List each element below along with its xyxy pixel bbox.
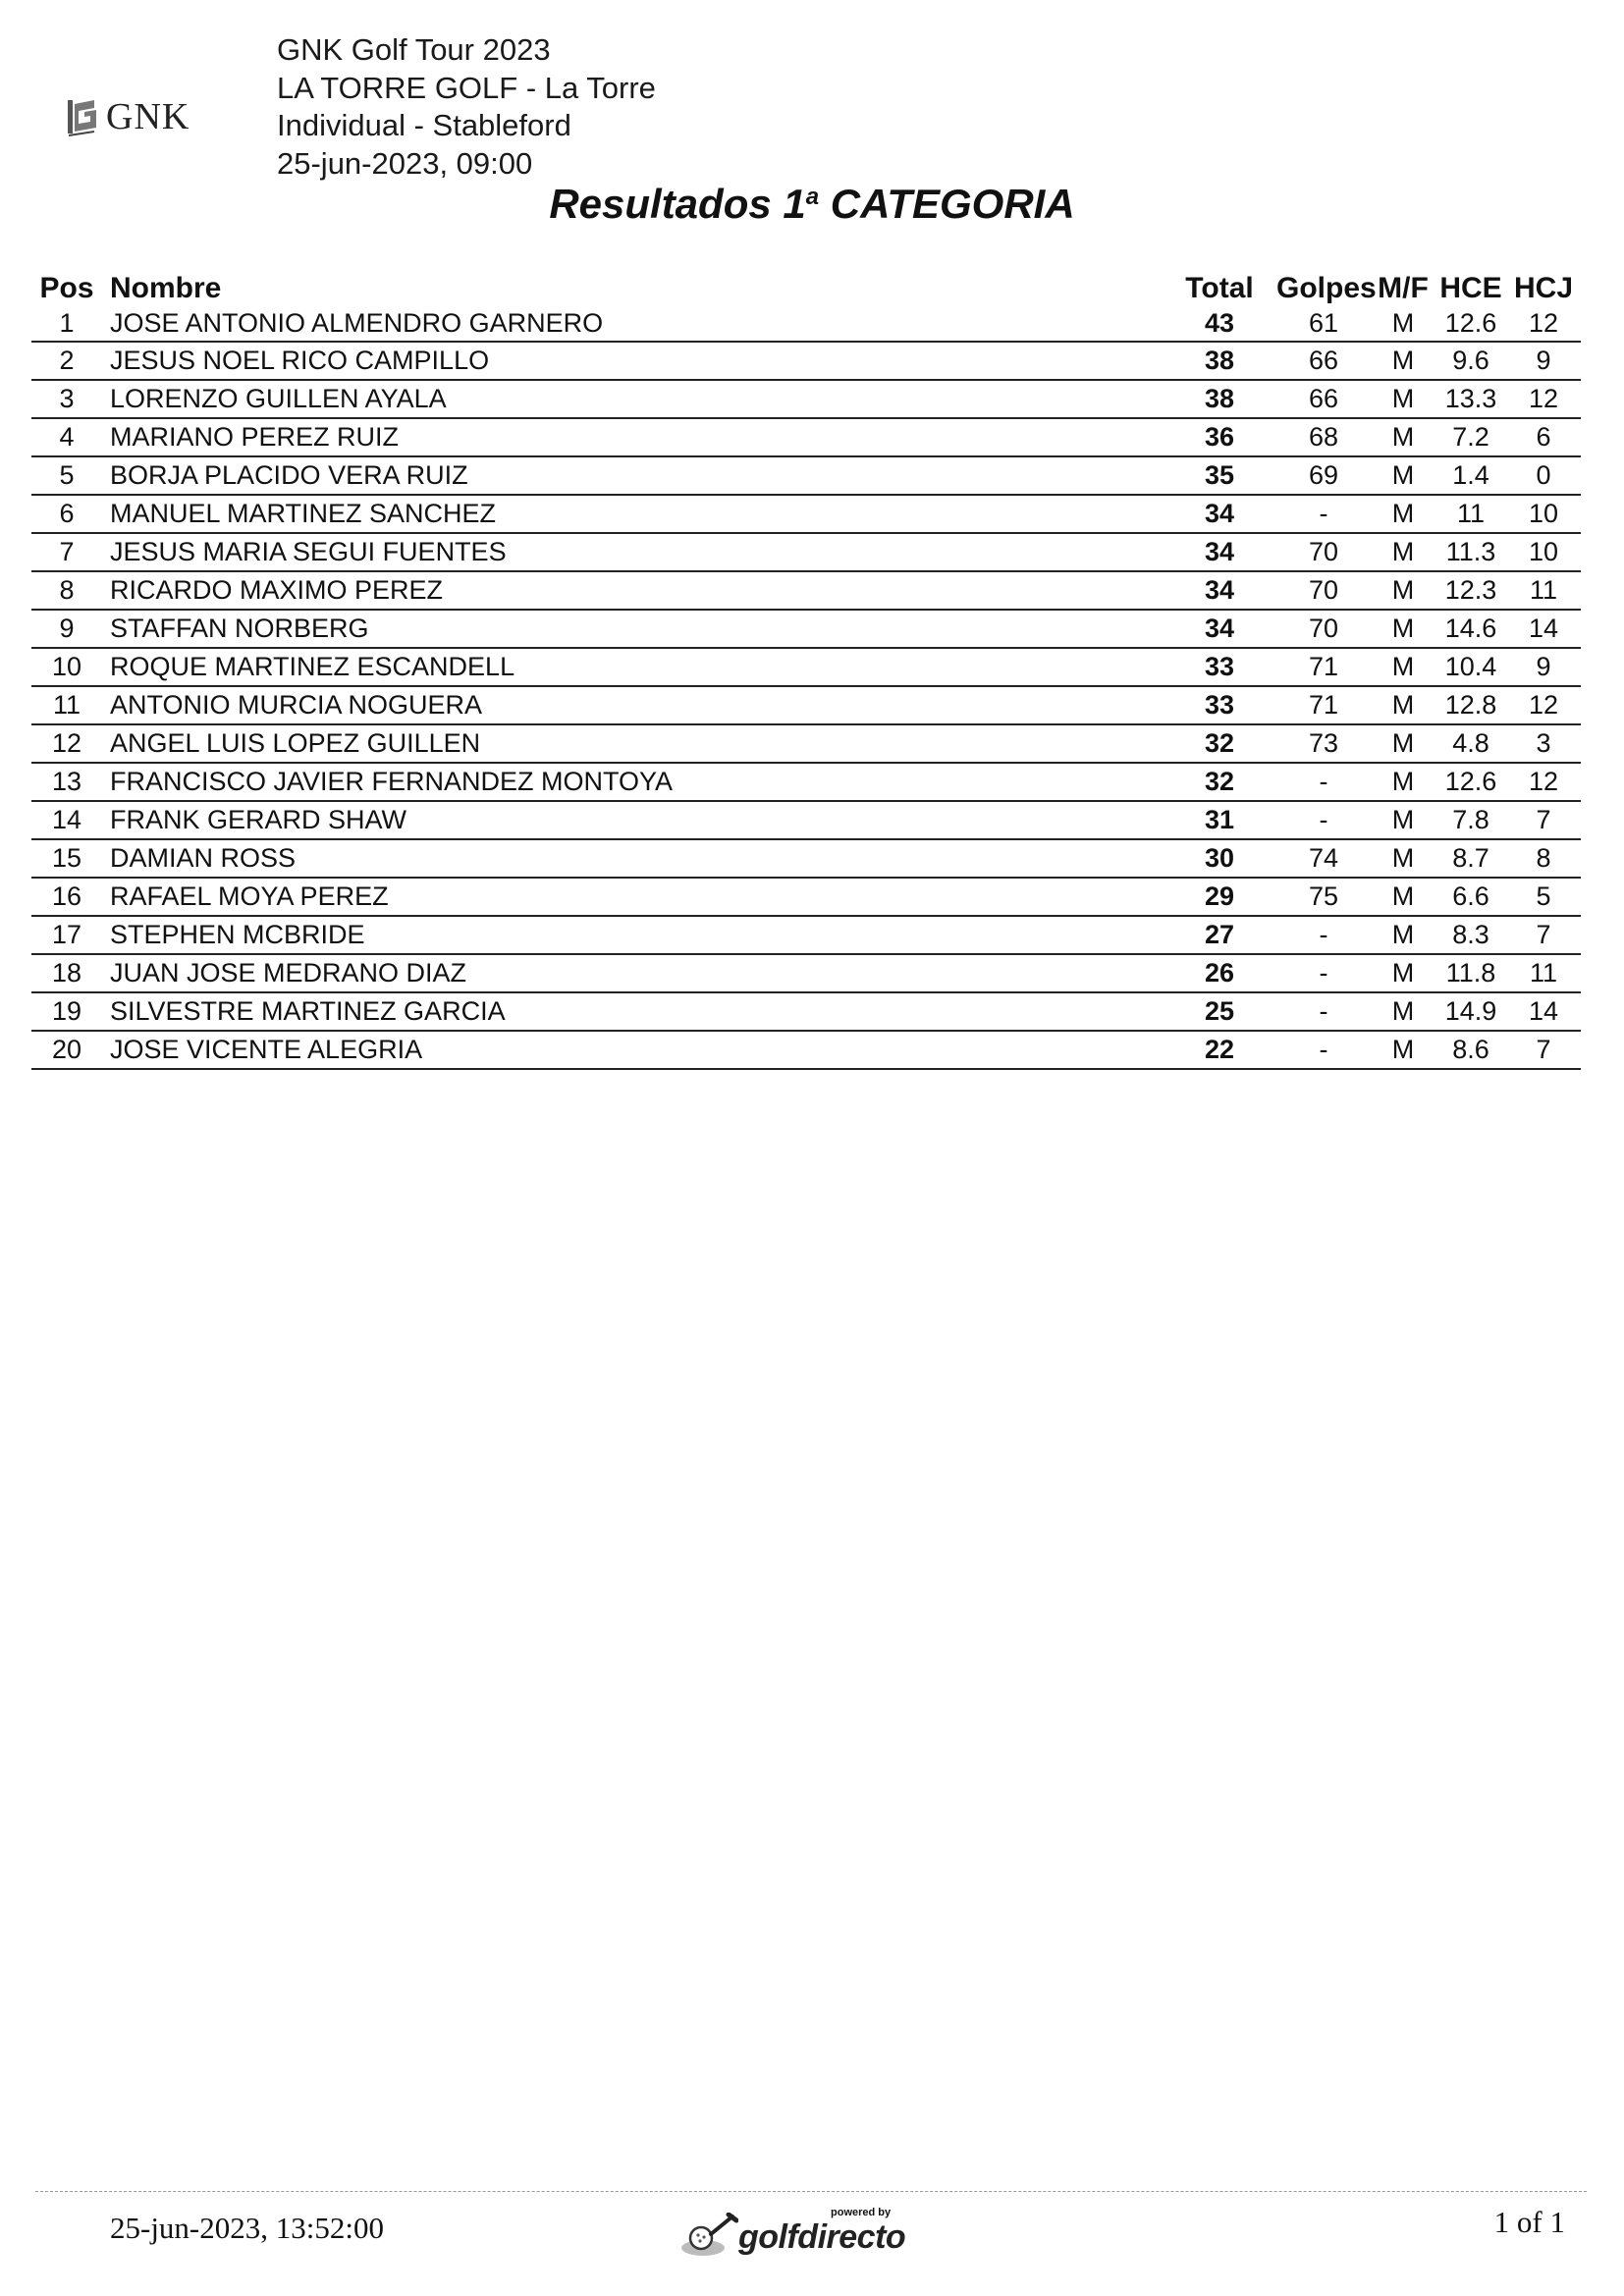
cell-total: 34 <box>1163 610 1276 648</box>
title-main: Resultados 1 <box>549 181 806 227</box>
results-table <box>31 268 1581 1070</box>
powered-by-label: powered by <box>831 2207 892 2218</box>
cell-pos: 4 <box>31 418 102 456</box>
cell-name: RICARDO MAXIMO PEREZ <box>102 571 1163 610</box>
table-row <box>31 305 1581 342</box>
cell-golpes: 74 <box>1276 839 1371 878</box>
table-row <box>31 763 1581 801</box>
cell-hcj: 8 <box>1506 839 1581 878</box>
cell-mf: M <box>1371 1031 1435 1069</box>
cell-name: JOSE VICENTE ALEGRIA <box>102 1031 1163 1069</box>
footer-divider <box>35 2191 1587 2192</box>
title-ordinal: a <box>805 184 820 210</box>
cell-name: ROQUE MARTINEZ ESCANDELL <box>102 648 1163 686</box>
cell-pos: 2 <box>31 342 102 380</box>
cell-mf: M <box>1371 801 1435 839</box>
cell-pos: 1 <box>31 305 102 342</box>
cell-hcj: 14 <box>1506 610 1581 648</box>
table-row <box>31 954 1581 992</box>
cell-pos: 7 <box>31 533 102 571</box>
gnk-logo <box>65 94 189 139</box>
cell-hce: 12.8 <box>1435 686 1506 724</box>
table-row <box>31 418 1581 456</box>
table-row <box>31 533 1581 571</box>
cell-name: JUAN JOSE MEDRANO DIAZ <box>102 954 1163 992</box>
cell-pos: 18 <box>31 954 102 992</box>
cell-hce: 12.3 <box>1435 571 1506 610</box>
event-format: Individual - Stableford <box>277 108 571 142</box>
cell-mf: M <box>1371 533 1435 571</box>
cell-hcj: 11 <box>1506 954 1581 992</box>
cell-total: 36 <box>1163 418 1276 456</box>
table-row <box>31 342 1581 380</box>
cell-total: 33 <box>1163 686 1276 724</box>
col-header-pos: Pos <box>39 272 94 304</box>
golf-ball-icon <box>679 2213 738 2260</box>
cell-hce: 12.6 <box>1435 763 1506 801</box>
cell-golpes: - <box>1276 992 1371 1031</box>
cell-pos: 11 <box>31 686 102 724</box>
cell-hcj: 10 <box>1506 495 1581 533</box>
cell-golpes: - <box>1276 495 1371 533</box>
cell-pos: 15 <box>31 839 102 878</box>
table-row <box>31 610 1581 648</box>
title-category: CATEGORIA <box>819 181 1075 227</box>
cell-golpes: 70 <box>1276 571 1371 610</box>
cell-golpes: - <box>1276 916 1371 954</box>
cell-hce: 11.8 <box>1435 954 1506 992</box>
golfdirecto-logo <box>679 2199 915 2262</box>
cell-hce: 10.4 <box>1435 648 1506 686</box>
cell-mf: M <box>1371 495 1435 533</box>
cell-name: MANUEL MARTINEZ SANCHEZ <box>102 495 1163 533</box>
col-header-name: Nombre <box>110 272 222 304</box>
cell-golpes: - <box>1276 954 1371 992</box>
cell-name: LORENZO GUILLEN AYALA <box>102 380 1163 418</box>
cell-total: 27 <box>1163 916 1276 954</box>
cell-hce: 1.4 <box>1435 456 1506 495</box>
table-row <box>31 992 1581 1031</box>
cell-golpes: 70 <box>1276 533 1371 571</box>
cell-hce: 4.8 <box>1435 724 1506 763</box>
cell-hcj: 10 <box>1506 533 1581 571</box>
cell-golpes: 66 <box>1276 380 1371 418</box>
cell-pos: 19 <box>31 992 102 1031</box>
cell-hcj: 7 <box>1506 916 1581 954</box>
cell-total: 29 <box>1163 878 1276 916</box>
cell-mf: M <box>1371 342 1435 380</box>
cell-mf: M <box>1371 916 1435 954</box>
cell-mf: M <box>1371 763 1435 801</box>
cell-mf: M <box>1371 954 1435 992</box>
cell-golpes: 71 <box>1276 686 1371 724</box>
cell-total: 32 <box>1163 724 1276 763</box>
cell-pos: 3 <box>31 380 102 418</box>
cell-total: 35 <box>1163 456 1276 495</box>
event-tour: GNK Golf Tour 2023 <box>277 32 551 67</box>
cell-name: RAFAEL MOYA PEREZ <box>102 878 1163 916</box>
col-header-hcj: HCJ <box>1513 272 1573 304</box>
cell-hcj: 11 <box>1506 571 1581 610</box>
cell-pos: 17 <box>31 916 102 954</box>
page-number: 1 of 1 <box>1493 2205 1565 2239</box>
cell-name: STEPHEN MCBRIDE <box>102 916 1163 954</box>
cell-total: 34 <box>1163 495 1276 533</box>
cell-hcj: 12 <box>1506 305 1581 342</box>
cell-mf: M <box>1371 878 1435 916</box>
cell-name: ANGEL LUIS LOPEZ GUILLEN <box>102 724 1163 763</box>
cell-pos: 16 <box>31 878 102 916</box>
cell-total: 30 <box>1163 839 1276 878</box>
cell-pos: 6 <box>31 495 102 533</box>
cell-total: 34 <box>1163 533 1276 571</box>
cell-golpes: 66 <box>1276 342 1371 380</box>
col-header-total: Total <box>1185 272 1254 304</box>
cell-hce: 8.6 <box>1435 1031 1506 1069</box>
table-row <box>31 1031 1581 1069</box>
cell-hce: 7.8 <box>1435 801 1506 839</box>
cell-total: 26 <box>1163 954 1276 992</box>
cell-hce: 6.6 <box>1435 878 1506 916</box>
col-header-golpes: Golpes <box>1276 272 1377 304</box>
cell-name: JESUS NOEL RICO CAMPILLO <box>102 342 1163 380</box>
cell-name: BORJA PLACIDO VERA RUIZ <box>102 456 1163 495</box>
cell-hcj: 12 <box>1506 763 1581 801</box>
cell-golpes: 68 <box>1276 418 1371 456</box>
cell-golpes: 73 <box>1276 724 1371 763</box>
cell-mf: M <box>1371 380 1435 418</box>
table-row <box>31 916 1581 954</box>
cell-hce: 12.6 <box>1435 305 1506 342</box>
cell-total: 25 <box>1163 992 1276 1031</box>
cell-mf: M <box>1371 418 1435 456</box>
cell-name: JESUS MARIA SEGUI FUENTES <box>102 533 1163 571</box>
cell-hce: 14.9 <box>1435 992 1506 1031</box>
cell-name: STAFFAN NORBERG <box>102 610 1163 648</box>
cell-mf: M <box>1371 571 1435 610</box>
cell-hce: 11.3 <box>1435 533 1506 571</box>
page-title <box>0 181 1624 228</box>
table-row <box>31 456 1581 495</box>
event-info <box>277 31 656 183</box>
cell-hcj: 0 <box>1506 456 1581 495</box>
cell-total: 31 <box>1163 801 1276 839</box>
brand-name: golfdirecto <box>738 2218 906 2256</box>
event-course: LA TORRE GOLF - La Torre <box>277 70 656 105</box>
cell-total: 43 <box>1163 305 1276 342</box>
cell-total: 22 <box>1163 1031 1276 1069</box>
cell-pos: 10 <box>31 648 102 686</box>
cell-hcj: 9 <box>1506 342 1581 380</box>
cell-hce: 14.6 <box>1435 610 1506 648</box>
cell-hcj: 6 <box>1506 418 1581 456</box>
cell-mf: M <box>1371 610 1435 648</box>
cell-pos: 12 <box>31 724 102 763</box>
cell-hcj: 7 <box>1506 1031 1581 1069</box>
cell-golpes: 71 <box>1276 648 1371 686</box>
logo-text: GNK <box>106 96 190 137</box>
cell-hce: 8.7 <box>1435 839 1506 878</box>
cell-hcj: 7 <box>1506 801 1581 839</box>
cell-total: 38 <box>1163 380 1276 418</box>
cell-golpes: 70 <box>1276 610 1371 648</box>
cell-name: FRANCISCO JAVIER FERNANDEZ MONTOYA <box>102 763 1163 801</box>
cell-golpes: 75 <box>1276 878 1371 916</box>
cell-mf: M <box>1371 648 1435 686</box>
cell-pos: 9 <box>31 610 102 648</box>
cell-hcj: 3 <box>1506 724 1581 763</box>
cell-mf: M <box>1371 992 1435 1031</box>
cell-golpes: - <box>1276 801 1371 839</box>
col-header-mf: M/F <box>1378 272 1429 304</box>
table-row <box>31 380 1581 418</box>
cell-total: 34 <box>1163 571 1276 610</box>
cell-golpes: - <box>1276 1031 1371 1069</box>
results-body <box>31 305 1581 1069</box>
cell-hcj: 14 <box>1506 992 1581 1031</box>
cell-name: FRANK GERARD SHAW <box>102 801 1163 839</box>
cell-mf: M <box>1371 305 1435 342</box>
table-row <box>31 801 1581 839</box>
print-timestamp: 25-jun-2023, 13:52:00 <box>110 2211 384 2245</box>
cell-name: MARIANO PEREZ RUIZ <box>102 418 1163 456</box>
cell-name: SILVESTRE MARTINEZ GARCIA <box>102 992 1163 1031</box>
table-row <box>31 495 1581 533</box>
table-row <box>31 686 1581 724</box>
table-row <box>31 648 1581 686</box>
table-row <box>31 878 1581 916</box>
cell-hce: 11 <box>1435 495 1506 533</box>
cell-name: DAMIAN ROSS <box>102 839 1163 878</box>
cell-hce: 9.6 <box>1435 342 1506 380</box>
cell-hcj: 12 <box>1506 380 1581 418</box>
cell-total: 33 <box>1163 648 1276 686</box>
cell-hce: 13.3 <box>1435 380 1506 418</box>
cell-mf: M <box>1371 456 1435 495</box>
cell-pos: 13 <box>31 763 102 801</box>
col-header-hce: HCE <box>1439 272 1502 304</box>
cell-golpes: - <box>1276 763 1371 801</box>
cell-pos: 14 <box>31 801 102 839</box>
cell-mf: M <box>1371 724 1435 763</box>
cell-mf: M <box>1371 839 1435 878</box>
cell-hce: 8.3 <box>1435 916 1506 954</box>
event-datetime: 25-jun-2023, 09:00 <box>277 145 533 181</box>
table-row <box>31 571 1581 610</box>
cell-name: JOSE ANTONIO ALMENDRO GARNERO <box>102 305 1163 342</box>
gnk-logo-icon <box>65 94 100 139</box>
table-row <box>31 839 1581 878</box>
table-header-row <box>31 268 1581 305</box>
cell-pos: 20 <box>31 1031 102 1069</box>
cell-pos: 5 <box>31 456 102 495</box>
cell-total: 38 <box>1163 342 1276 380</box>
table-row <box>31 724 1581 763</box>
cell-pos: 8 <box>31 571 102 610</box>
cell-hcj: 9 <box>1506 648 1581 686</box>
cell-hcj: 12 <box>1506 686 1581 724</box>
cell-mf: M <box>1371 686 1435 724</box>
cell-golpes: 61 <box>1276 305 1371 342</box>
cell-total: 32 <box>1163 763 1276 801</box>
cell-golpes: 69 <box>1276 456 1371 495</box>
cell-hcj: 5 <box>1506 878 1581 916</box>
cell-hce: 7.2 <box>1435 418 1506 456</box>
cell-name: ANTONIO MURCIA NOGUERA <box>102 686 1163 724</box>
